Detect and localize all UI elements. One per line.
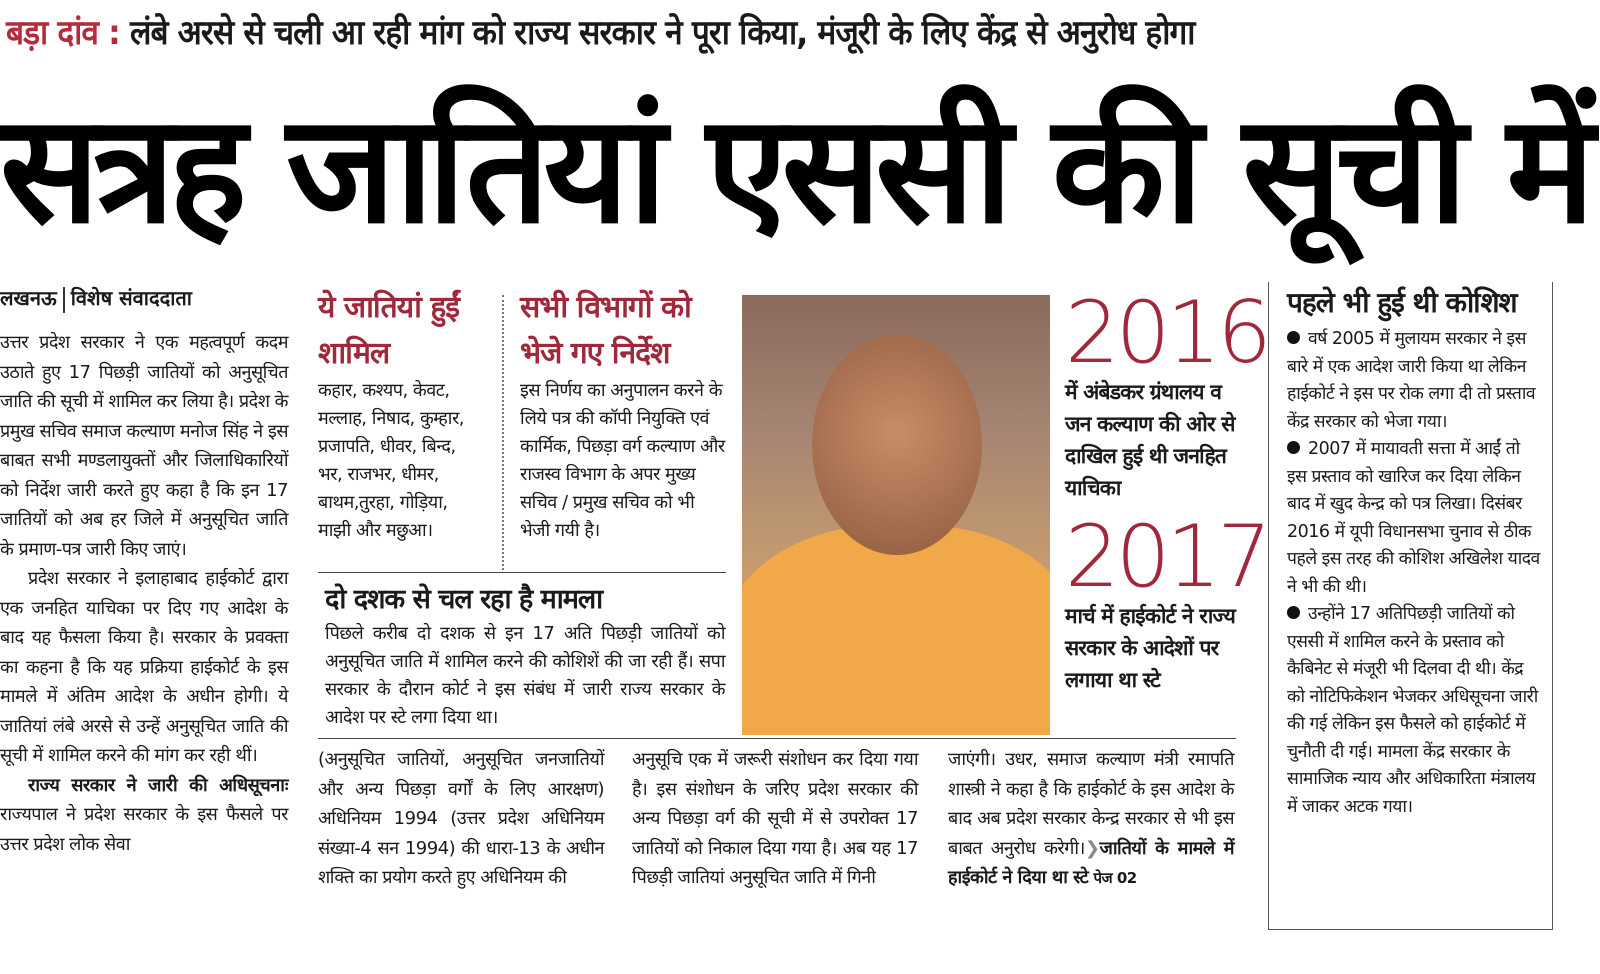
photo: [742, 295, 1050, 735]
page-number: पेज 02: [1093, 869, 1137, 887]
sidebar-item: 2007 में मायावती सत्ता में आईं तो इस प्रस्ताव को खारिज कर दिया लेकिन बाद में खुद केन्द्र को पत्र लिखा। दिसंबर 2016 में यूपी विधानसभा चुनाव से ठीक पहले इस तरह की कोशिश अखिलेश यादव ने भी की थी।: [1287, 439, 1540, 597]
matter-box: [325, 580, 725, 732]
chevron-right-icon: ❯: [1084, 837, 1100, 859]
directions-text: इस निर्णय का अनुपालन करने के लिये पत्र की कॉपी नियुक्ति एवं कार्मिक, पिछड़ा वर्ग कल्याण और राजस्व विभाग के अपर मुख्य सचिव / प्रमुख सचिव को भी भेजी गयी है।: [520, 380, 725, 541]
kicker-text: लंबे अरसे से चली आ रही मांग को राज्य सरकार ने पूरा किया, मंजूरी के लिए केंद्र से अनुरोध होगा: [129, 13, 1195, 53]
paragraph: राज्यपाल ने प्रदेश सरकार के इस फैसले पर उत्तर प्रदेश लोक सेवा: [0, 804, 288, 855]
paragraph: प्रदेश सरकार ने इलाहाबाद हाईकोर्ट द्वारा एक जनहित याचिका पर दिए गए आदेश के बाद यह फैसला किया है। सरकार के प्रवक्ता का कहना है कि यह प्रक्रिया हाईकोर्ट के इस मामले में अंतिम आदेश के अधीन होगी। ये जातियां लंबे अरसे से उन्हें अनुसूचित जाति की सूची में शामिल करने की मांग कर रही थीं।: [0, 568, 288, 766]
divider: [318, 572, 726, 573]
stat-text: मार्च में हाईकोर्ट ने राज्य सरकार के आदेशों पर लगाया था स्टे: [1065, 604, 1236, 692]
dateline: लखनऊ: [0, 286, 57, 310]
divider: [318, 738, 1236, 739]
author: विशेष संवाददाता: [70, 286, 192, 310]
paragraph: जाएंगी। उधर, समाज कल्याण मंत्री रमापति शास्त्री ने कहा है कि हाईकोर्ट के इस आदेश के बाद अब प्रदेश सरकार केन्द्र सरकार से भी इस बाबत अनुरोध करेगी।: [948, 749, 1234, 859]
divider: [502, 295, 504, 570]
matter-title: दो दशक से चल रहा है मामला: [325, 584, 603, 615]
sidebar-item: उन्होंने 17 अतिपिछड़ी जातियों को एससी में शामिल करने के प्रस्ताव को कैबिनेट से मंजूरी भी दिलवा दी थी। केंद्र को नोटिफिकेशन भेजकर अधिसूचना जारी की गई लेकिन इस फैसले को हाईकोर्ट में चुनौती दी गई। मामला केंद्र सरकार के सामाजिक न्याय और अधिकारिता मंत्रालय में जाकर अटक गया।: [1287, 604, 1538, 817]
matter-text: पिछले करीब दो दशक से इन 17 अति पिछड़ी जातियों को अनुसूचित जाति में शामिल करने की कोशिशें की जा रही हैं। सपा सरकार के दौरान कोर्ट ने इस संबंध में जारी राज्य सरकार के आदेश पर स्टे लगा दिया था।: [325, 623, 725, 728]
kicker: [6, 8, 1485, 54]
castes-box: [318, 285, 483, 545]
sidebar-title: पहले भी हुई थी कोशिश: [1287, 286, 1517, 319]
subhead: राज्य सरकार ने जारी की अधिसूचनाः: [28, 774, 288, 796]
bullet-icon: [1287, 441, 1300, 454]
sidebar-box: [1268, 282, 1553, 930]
bullet-icon: [1287, 606, 1300, 619]
article-continuation: [948, 745, 1234, 894]
stats-column: [1065, 283, 1268, 696]
directions-box: [520, 285, 725, 545]
main-article-column: [0, 328, 288, 859]
directions-title: सभी विभागों को भेजे गए निर्देश: [520, 290, 691, 371]
castes-title: ये जातियां हुईं शामिल: [318, 290, 460, 371]
stat-year: 2016: [1065, 283, 1268, 383]
article-continuation: (अनुसूचित जातियों, अनुसूचित जनजातियों और अन्य पिछड़ा वर्गों के लिए आरक्षण) अधिनियम 1994 (उत्तर प्रदेश अधिनियम संख्या-4 सन 1994) की धारा-13 के अधीन शक्ति का प्रयोग करते हुए अधिनियम की: [318, 749, 604, 888]
stat-year: 2017: [1065, 507, 1268, 607]
article-continuation: अनुसूचि एक में जरूरी संशोधन कर दिया गया है। इस संशोधन के जरिए प्रदेश सरकार की अन्य पिछड़ा वर्ग की सूची में से उपरोक्त 17 जातियों को निकाल दिया गया है। अब यह 17 पिछड़ी जातियां अनुसूचित जाति में गिनी: [632, 749, 918, 888]
castes-list: कहार, कश्यप, केवट, मल्लाह, निषाद, कुम्हार, प्रजापति, धीवर, बिन्द, भर, राजभर, धीमर, बाथम,तुरहा, गोड़िया, माझी और मछुआ।: [318, 380, 465, 541]
paragraph: उत्तर प्रदेश सरकार ने एक महत्वपूर्ण कदम उठाते हुए 17 पिछड़ी जातियों को अनुसूचित जाति की सूची में शामिल कर लिया है। प्रदेश के प्रमुख सचिव समाज कल्याण मनोज सिंह ने इस बाबत सभी मण्डलायुक्तों और जिलाधिकारियों को निर्देश जारी करते हुए कहा है कि इन 17 जातियों को अब हर जिले में अनुसूचित जाति के प्रमाण-पत्र जारी किए जाएं।: [0, 332, 288, 560]
bullet-icon: [1287, 331, 1300, 344]
sidebar-item: वर्ष 2005 में मुलायम सरकार ने इस बारे में एक आदेश जारी किया था लेकिन हाईकोर्ट ने इस पर रोक लगा दी तो प्रस्ताव केंद्र सरकार को भेजा गया।: [1287, 329, 1536, 432]
page-reference[interactable]: जातियों के मामले में हाईकोर्ट ने दिया था स्टे: [948, 837, 1235, 888]
byline: [0, 284, 192, 313]
headline: सत्रह जातियां एससी की सूची में: [0, 83, 1589, 257]
kicker-label: बड़ा दांव :: [6, 13, 120, 53]
stat-text: में अंबेडकर ग्रंथालय व जन कल्याण की ओर से दाखिल हुई थी जनहित याचिका: [1065, 380, 1235, 500]
